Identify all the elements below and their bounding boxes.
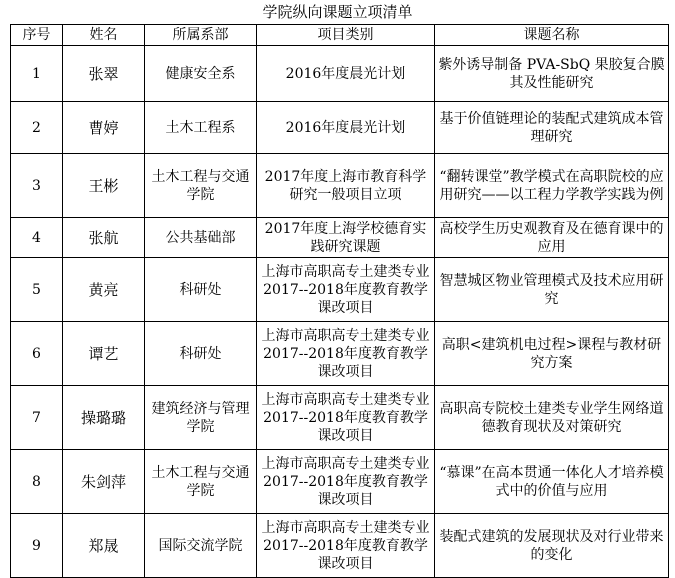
cell-topic: “翻转课堂”教学模式在高职院校的应用研究——以工程力学教学实践为例 (435, 154, 669, 218)
cell-topic: 高职高专院校土建类专业学生网络道德教育现状及对策研究 (435, 386, 669, 450)
cell-topic: 高职<建筑机电过程>课程与教材研究方案 (435, 322, 669, 386)
cell-no: 1 (11, 46, 63, 102)
cell-dept: 健康安全系 (145, 46, 257, 102)
cell-name: 谭艺 (63, 322, 145, 386)
cell-category: 上海市高职高专土建类专业2017--2018年度教育教学课改项目 (257, 450, 435, 514)
cell-no: 9 (11, 514, 63, 578)
cell-topic: 装配式建筑的发展现状及对行业带来的变化 (435, 514, 669, 578)
cell-topic: 高校学生历史观教育及在德育课中的应用 (435, 218, 669, 258)
cell-dept: 公共基础部 (145, 218, 257, 258)
cell-name: 黄亮 (63, 258, 145, 322)
cell-no: 3 (11, 154, 63, 218)
cell-name: 王彬 (63, 154, 145, 218)
table-row (11, 322, 669, 386)
table-header-row (11, 25, 669, 46)
cell-name: 郑晟 (63, 514, 145, 578)
table-row (11, 154, 669, 218)
cell-name: 张航 (63, 218, 145, 258)
cell-topic: 基于价值链理论的装配式建筑成本管理研究 (435, 102, 669, 154)
header-name: 姓名 (63, 25, 145, 46)
cell-no: 6 (11, 322, 63, 386)
cell-category: 上海市高职高专土建类专业2017--2018年度教育教学课改项目 (257, 258, 435, 322)
table-row (11, 102, 669, 154)
table-row (11, 218, 669, 258)
cell-no: 8 (11, 450, 63, 514)
cell-name: 操璐璐 (63, 386, 145, 450)
header-category: 项目类别 (257, 25, 435, 46)
table-row (11, 386, 669, 450)
cell-category: 上海市高职高专土建类专业2017--2018年度教育教学课改项目 (257, 322, 435, 386)
cell-dept: 建筑经济与管理学院 (145, 386, 257, 450)
table-row (11, 514, 669, 578)
cell-no: 7 (11, 386, 63, 450)
cell-dept: 土木工程系 (145, 102, 257, 154)
header-no: 序号 (11, 25, 63, 46)
table-row (11, 450, 669, 514)
cell-name: 曹婷 (63, 102, 145, 154)
cell-dept: 科研处 (145, 322, 257, 386)
cell-dept: 科研处 (145, 258, 257, 322)
cell-no: 5 (11, 258, 63, 322)
header-topic: 课题名称 (435, 25, 669, 46)
cell-dept: 国际交流学院 (145, 514, 257, 578)
table-row (11, 258, 669, 322)
cell-category: 上海市高职高专土建类专业2017--2018年度教育教学课改项目 (257, 386, 435, 450)
cell-category: 上海市高职高专土建类专业2017--2018年度教育教学课改项目 (257, 514, 435, 578)
cell-category: 2017年度上海学校德育实践研究课题 (257, 218, 435, 258)
cell-topic: 智慧城区物业管理模式及技术应用研究 (435, 258, 669, 322)
cell-category: 2016年度晨光计划 (257, 46, 435, 102)
cell-topic: “慕课”在高本贯通一体化人才培养模式中的价值与应用 (435, 450, 669, 514)
table-row (11, 46, 669, 102)
cell-no: 2 (11, 102, 63, 154)
cell-name: 朱剑萍 (63, 450, 145, 514)
cell-category: 2017年度上海市教育科学研究一般项目立项 (257, 154, 435, 218)
document-title: 学院纵向课题立项清单 (262, 3, 413, 21)
cell-dept: 土木工程与交通学院 (145, 154, 257, 218)
cell-topic: 紫外诱导制备 PVA-SbQ 果胶复合膜其及性能研究 (435, 46, 669, 102)
cell-name: 张翠 (63, 46, 145, 102)
cell-dept: 土木工程与交通学院 (145, 450, 257, 514)
cell-category: 2016年度晨光计划 (257, 102, 435, 154)
header-dept: 所属系部 (145, 25, 257, 46)
cell-no: 4 (11, 218, 63, 258)
project-table (10, 24, 669, 578)
